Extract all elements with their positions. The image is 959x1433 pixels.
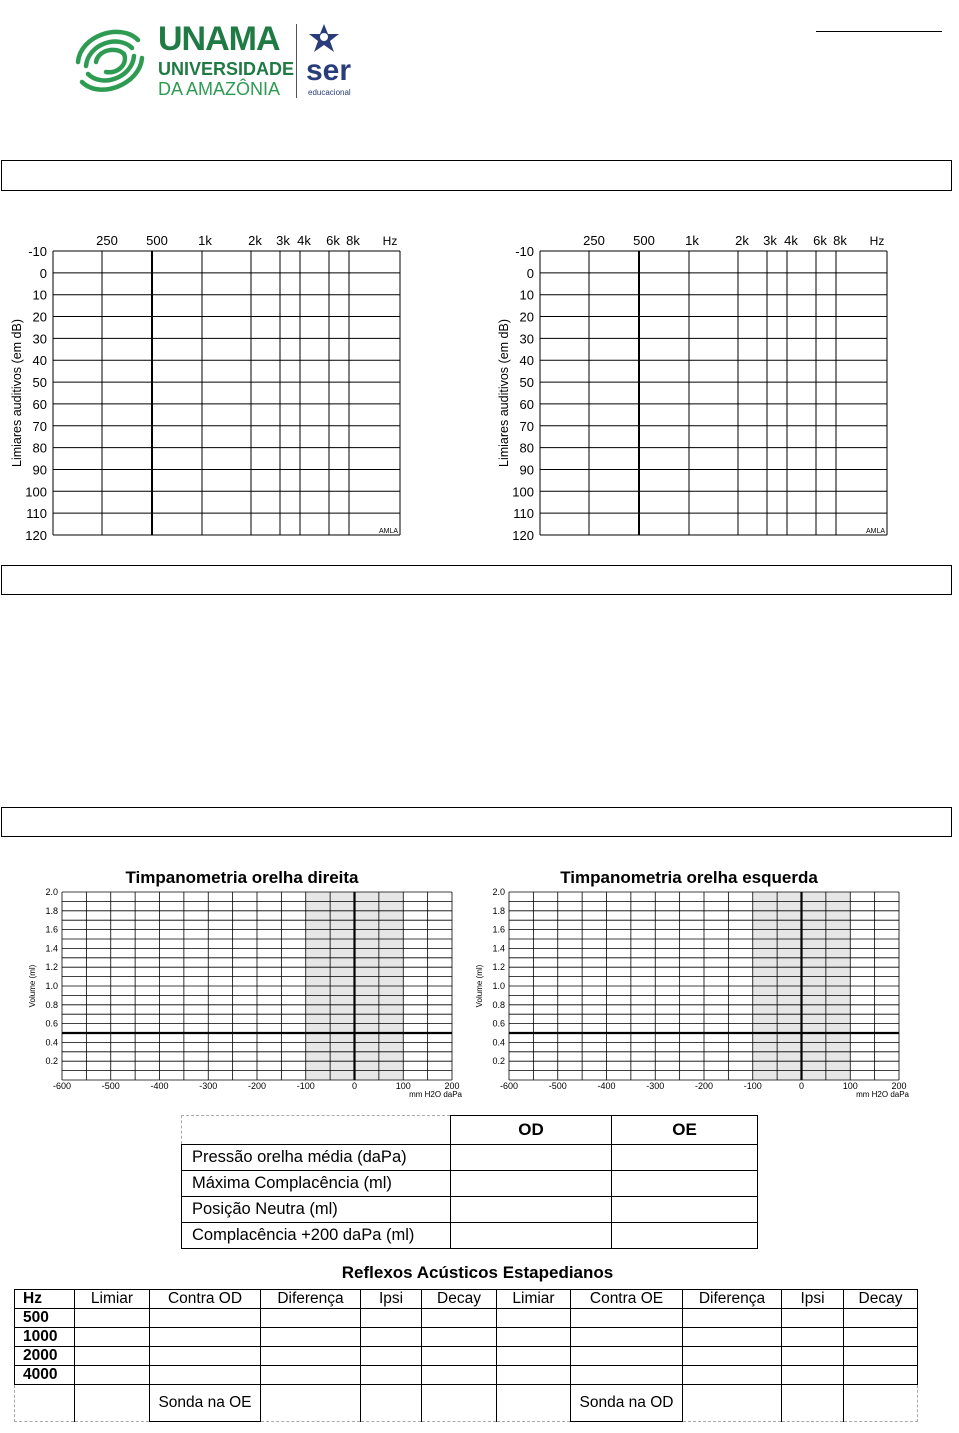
freq-tick-label: 4k xyxy=(297,233,311,248)
audiogram-left xyxy=(487,228,907,548)
x-tick-label: -600 xyxy=(499,1081,519,1091)
partner-logo-text: ser xyxy=(306,54,352,87)
x-tick-label: 200 xyxy=(891,1081,907,1091)
tymp-ylabel: Volume (ml) xyxy=(475,964,484,1008)
col-oe: OE xyxy=(612,1116,758,1145)
audiogram-ylabel: Limiares auditivos (em dB) xyxy=(10,319,24,467)
freq-tick-label: Hz xyxy=(869,234,885,248)
db-tick-label: 100 xyxy=(512,484,534,500)
x-unit-label: mm H2O daPa xyxy=(409,1090,462,1099)
y-tick-label: 1.4 xyxy=(45,943,58,954)
db-tick-label: 80 xyxy=(519,440,534,456)
x-tick-label: -600 xyxy=(52,1081,72,1091)
x-tick-label: -100 xyxy=(743,1081,762,1091)
x-tick-label: -200 xyxy=(247,1081,267,1091)
db-tick-label: 120 xyxy=(25,528,47,543)
x-tick-label: -500 xyxy=(548,1081,567,1091)
logo-divider xyxy=(296,24,297,98)
tymp-ylabel: Volume (ml) xyxy=(28,964,37,1008)
x-tick-label: 0 xyxy=(798,1081,805,1091)
x-tick-label: -200 xyxy=(694,1081,714,1091)
db-tick-label: 30 xyxy=(32,331,47,347)
y-tick-label: 0.4 xyxy=(45,1037,58,1048)
table-row xyxy=(15,1385,918,1422)
freq-tick-label: 6k xyxy=(326,233,340,248)
db-tick-label: 60 xyxy=(32,396,47,412)
db-tick-label: 90 xyxy=(519,462,534,478)
x-tick-label: -300 xyxy=(646,1081,665,1091)
db-tick-label: 120 xyxy=(512,528,534,543)
x-tick-label: -500 xyxy=(101,1081,120,1091)
freq-tick-label: 2k xyxy=(735,233,749,248)
db-tick-label: 50 xyxy=(32,375,47,391)
probe-od-cell: Sonda na OD xyxy=(571,1385,683,1422)
freq-tick-label: 3k xyxy=(276,233,290,248)
logo-line1: UNIVERSIDADE xyxy=(158,59,295,79)
unama-logo xyxy=(68,22,358,102)
freq-tick-label: 3k xyxy=(763,233,777,248)
freq-tick-label: 1k xyxy=(685,233,699,248)
freq-tick-label: 6k xyxy=(813,233,827,248)
x-tick-label: 100 xyxy=(395,1081,411,1091)
x-unit-label: mm H2O daPa xyxy=(856,1090,909,1099)
unama-emblem-icon xyxy=(68,22,152,100)
table-row: Posição Neutra (ml) xyxy=(182,1197,758,1223)
y-tick-label: 1.0 xyxy=(45,981,58,991)
y-tick-label: 1.2 xyxy=(492,962,505,973)
db-tick-label: 0 xyxy=(39,265,47,281)
y-tick-label: 0.6 xyxy=(492,1018,505,1029)
y-tick-label: 1.8 xyxy=(45,905,58,916)
db-tick-label: 20 xyxy=(519,309,534,325)
probe-oe-cell: Sonda na OE xyxy=(150,1385,261,1422)
y-tick-label: 0.2 xyxy=(492,1056,505,1067)
table-row: Complacência +200 daPa (ml) xyxy=(182,1223,758,1249)
db-tick-label: 10 xyxy=(32,287,47,303)
table-row: 2000 xyxy=(15,1347,918,1366)
db-tick-label: 50 xyxy=(519,375,534,391)
db-tick-label: 70 xyxy=(32,418,47,434)
db-tick-label: 40 xyxy=(519,353,534,369)
db-tick-label: -10 xyxy=(515,244,534,259)
reflex-title: Reflexos Acústicos Estapedianos xyxy=(341,1263,614,1282)
db-tick-label: 10 xyxy=(519,287,534,303)
x-tick-label: 0 xyxy=(351,1081,358,1091)
table-row: 1000 xyxy=(15,1328,918,1347)
x-tick-label: -400 xyxy=(150,1081,169,1091)
freq-tick-label: 4k xyxy=(784,233,798,248)
freq-tick-label: 2k xyxy=(248,233,262,248)
y-tick-label: 1.4 xyxy=(492,943,505,954)
db-tick-label: 90 xyxy=(32,462,47,478)
freq-tick-label: 500 xyxy=(146,233,168,248)
y-tick-label: 0.2 xyxy=(45,1056,58,1067)
table-row: Máxima Complacência (ml) xyxy=(182,1171,758,1197)
freq-tick-label: 8k xyxy=(833,233,847,248)
db-tick-label: 110 xyxy=(26,506,47,522)
audiogram-watermark: AMLA xyxy=(378,528,398,535)
y-tick-label: 1.2 xyxy=(45,962,58,973)
y-tick-label: 0.8 xyxy=(45,999,58,1010)
table-row: 500 xyxy=(15,1309,918,1328)
db-tick-label: 0 xyxy=(526,265,534,281)
db-tick-label: 20 xyxy=(32,309,47,325)
freq-tick-label: 250 xyxy=(96,233,118,248)
section-box-3 xyxy=(1,807,952,837)
x-tick-label: 200 xyxy=(444,1081,460,1091)
logo-main-text: UNAMA xyxy=(158,20,280,58)
header-underline xyxy=(816,31,942,32)
tymp-title: Timpanometria orelha direita xyxy=(125,868,359,887)
audiogram-ylabel: Limiares auditivos (em dB) xyxy=(497,319,511,467)
logo-line2: DA AMAZÔNIA xyxy=(158,79,281,99)
freq-tick-label: 1k xyxy=(198,233,212,248)
x-tick-label: -100 xyxy=(296,1081,315,1091)
y-tick-label: 1.6 xyxy=(45,924,58,935)
tympanometry-table xyxy=(181,1115,758,1249)
y-tick-label: 1.6 xyxy=(492,924,505,935)
freq-tick-label: 500 xyxy=(633,233,655,248)
tympanogram-left xyxy=(467,862,917,1102)
freq-tick-label: Hz xyxy=(382,234,398,248)
x-tick-label: -400 xyxy=(597,1081,616,1091)
db-tick-label: 80 xyxy=(32,440,47,456)
tymp-title: Timpanometria orelha esquerda xyxy=(560,868,818,887)
audiogram-watermark: AMLA xyxy=(865,528,885,535)
audiogram-right xyxy=(0,228,420,548)
x-tick-label: 100 xyxy=(842,1081,858,1091)
table-row: 4000 xyxy=(15,1366,918,1385)
db-tick-label: 60 xyxy=(519,396,534,412)
y-tick-label: 1.8 xyxy=(492,905,505,916)
db-tick-label: -10 xyxy=(28,244,47,259)
table-row: Pressão orelha média (daPa) xyxy=(182,1145,758,1171)
star-person-icon xyxy=(304,22,344,58)
y-tick-label: 2.0 xyxy=(45,887,58,897)
section-box-2 xyxy=(1,565,952,595)
db-tick-label: 70 xyxy=(519,418,534,434)
section-box-1 xyxy=(1,160,952,191)
y-tick-label: 2.0 xyxy=(492,887,505,897)
db-tick-label: 100 xyxy=(25,484,47,500)
db-tick-label: 110 xyxy=(513,506,534,522)
x-tick-label: -300 xyxy=(199,1081,218,1091)
partner-sub-text: educacional xyxy=(308,88,351,97)
reflex-table: Hz Limiar Contra OD Diferença Ipsi Decay Limiar Contra OE Diferença Ipsi Decay 500 1000 2000 4000 Sonda na OE Sonda na OD xyxy=(14,1289,918,1422)
freq-tick-label: 8k xyxy=(346,233,360,248)
tympanogram-right xyxy=(20,862,470,1102)
y-tick-label: 0.6 xyxy=(45,1018,58,1029)
y-tick-label: 0.4 xyxy=(492,1037,505,1048)
y-tick-label: 1.0 xyxy=(492,981,505,991)
freq-tick-label: 250 xyxy=(583,233,605,248)
y-tick-label: 0.8 xyxy=(492,999,505,1010)
db-tick-label: 30 xyxy=(519,331,534,347)
db-tick-label: 40 xyxy=(32,353,47,369)
col-od: OD xyxy=(451,1116,612,1145)
